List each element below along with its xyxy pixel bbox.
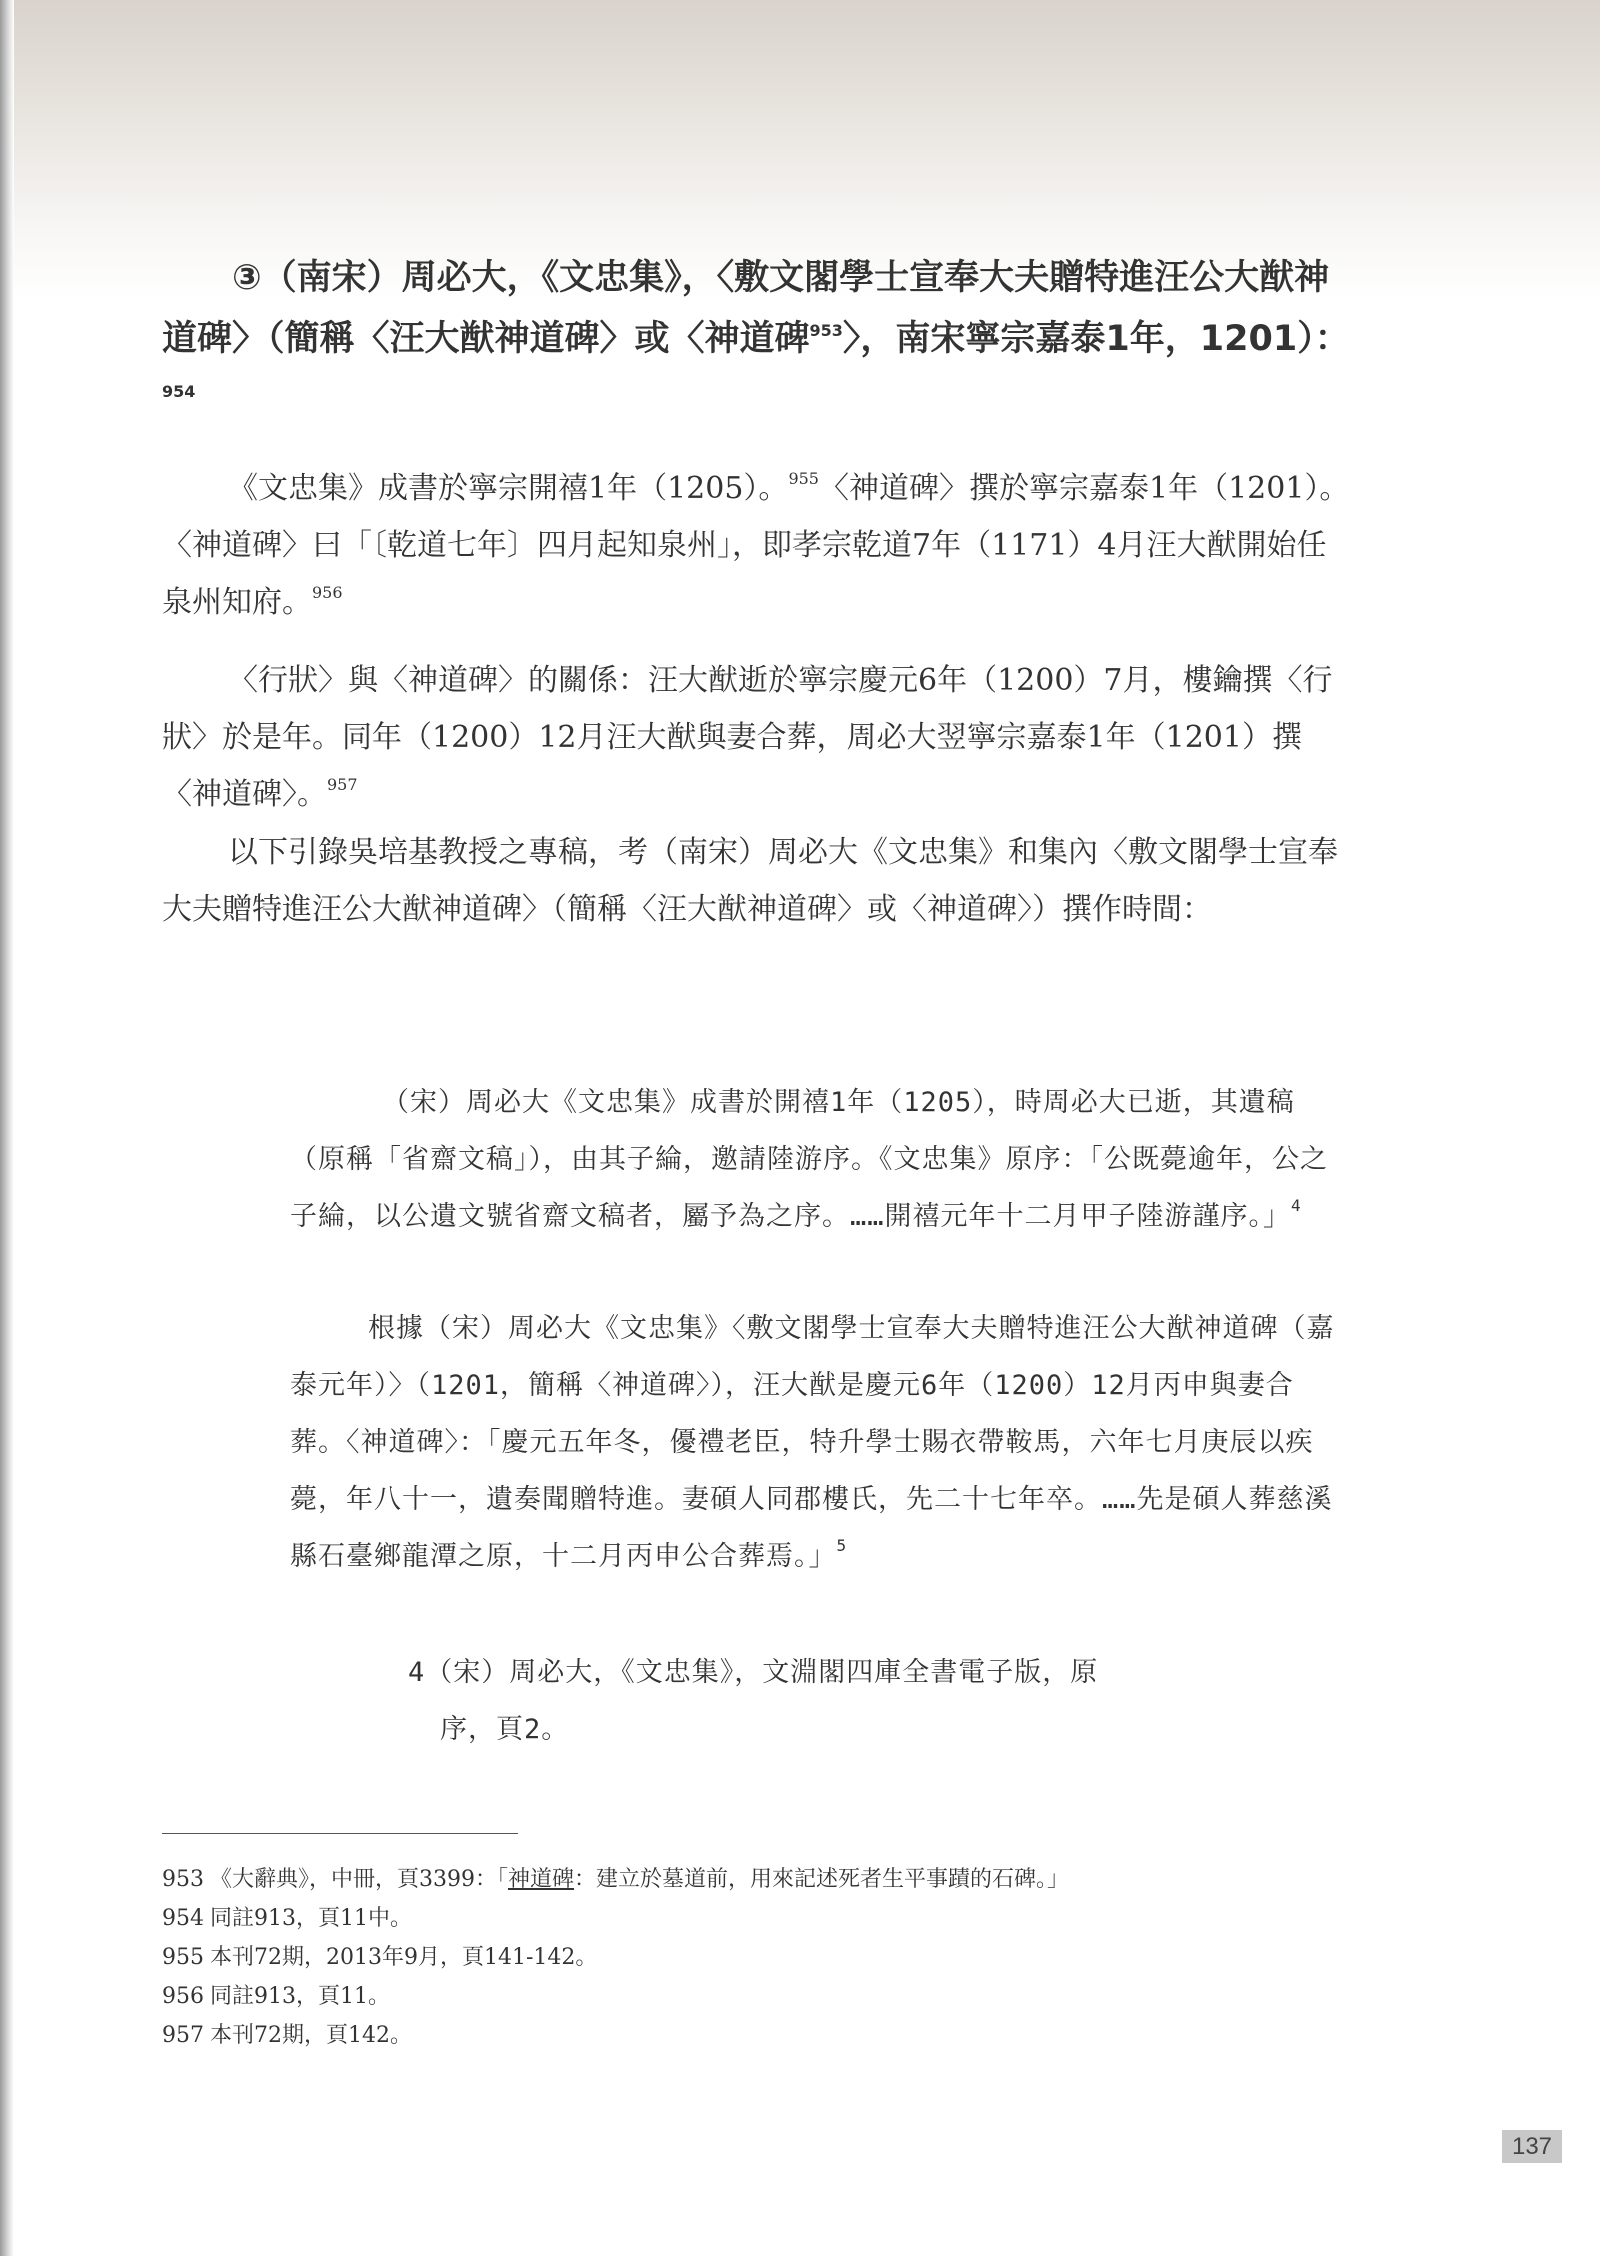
- paragraph-3-text: 以下引錄吳培基教授之專稿，考（南宋）周必大《文忠集》和集內〈敷文閣學士宣奉大夫贈特進汪公大猷神道碑〉（簡稱〈汪大猷神道碑〉或〈神道碑〉）撰作時間：: [162, 835, 1338, 927]
- footnote-957: [162, 2016, 1350, 2055]
- paragraph-1-text-b: 〈神道碑〉撰於寧宗嘉泰1年（1201）。〈神道碑〉曰「〔乾道七年〕四月起知泉州」，即孝宗乾道7年（1171）4月汪大猷開始任泉州知府。: [162, 471, 1350, 620]
- footnote-number: 957: [162, 2023, 204, 2048]
- quote-footnote-ref-5[interactable]: 5: [836, 1536, 848, 1555]
- footnote-ref-957[interactable]: 957: [327, 775, 358, 794]
- footnote-text: 同註913，頁11。: [210, 1984, 390, 2009]
- paragraph-2-text: 〈行狀〉與〈神道碑〉的關係：汪大猷逝於寧宗慶元6年（1200）7月，樓鑰撰〈行狀〉於是年。同年（1200）12月汪大猷與妻合葬，周必大翌寧宗嘉泰1年（1201）撰〈神道碑〉。: [162, 663, 1333, 812]
- footnote-ref-953[interactable]: 953: [809, 321, 843, 340]
- paragraph-1: [162, 460, 1350, 631]
- footnotes: [162, 1860, 1350, 2055]
- footnote-underlined-term: 神道碑: [508, 1867, 575, 1892]
- paragraph-1-text-a: 《文忠集》成書於寧宗開禧1年（1205）。: [228, 471, 789, 506]
- footnote-ref-956[interactable]: 956: [312, 583, 343, 602]
- block-quote-2-text: 根據（宋）周必大《文忠集》〈敷文閣學士宣奉大夫贈特進汪公大猷神道碑（嘉泰元年）〉（1201，簡稱〈神道碑〉），汪大猷是慶元6年（1200）12月丙申與妻合葬。〈神道碑〉：「慶元五年冬，優禮老臣，特升學士賜衣帶鞍馬，六年七月庚辰以疾薨，年八十一，遺奏聞贈特進。妻碩人同郡樓氏，先二十七年卒。……先是碩人葬慈溪縣石臺鄉龍潭之原，十二月丙申公合葬焉。」: [290, 1313, 1335, 1572]
- footnote-number: 956: [162, 1984, 204, 2009]
- page-binding-edge: [0, 0, 14, 2256]
- footnote-number: 953: [162, 1867, 204, 1892]
- block-quote-1-text: （宋）周必大《文忠集》成書於開禧1年（1205），時周必大已逝，其遺稿（原稱「省齋文稿」），由其子綸，邀請陸游序。《文忠集》原序：「公既薨逾年，公之子綸，以公遺文號省齋文稿者，屬予為之序。……開禧元年十二月甲子陸游謹序。」: [290, 1087, 1328, 1232]
- footnote-ref-954[interactable]: 954: [162, 382, 196, 401]
- footnote-text: 同註913，頁11中。: [210, 1906, 412, 1931]
- quote-inner-footnote-line-1: 4（宋）周必大，《文忠集》，文淵閣四庫全書電子版，原: [408, 1657, 1099, 1688]
- footnote-number: 955: [162, 1945, 204, 1970]
- section-heading: [162, 248, 1350, 431]
- footnote-separator: [162, 1833, 518, 1834]
- footnote-ref-955[interactable]: 955: [788, 469, 819, 488]
- footnote-text: 本刊72期，頁142。: [210, 2023, 412, 2048]
- quote-inner-footnote-line-2: 序，頁2。: [440, 1714, 570, 1745]
- heading-text-1: ③（南宋）周必大，《文忠集》，〈敷文閣學士宣奉大夫贈特進汪公大猷神道碑〉（簡稱〈汪大猷神道碑〉或〈神道碑: [162, 258, 1330, 359]
- quote-footnote-ref-4[interactable]: 4: [1291, 1196, 1302, 1215]
- footnote-953: [162, 1860, 1350, 1899]
- quote-inner-footnote: [400, 1644, 1340, 1758]
- footnote-text: 《大辭典》，中冊，頁3399：「: [210, 1867, 508, 1892]
- paragraph-2: [162, 652, 1350, 823]
- block-quote-1: [290, 1074, 1344, 1245]
- footnote-956: [162, 1977, 1350, 2016]
- block-quote-2: [290, 1300, 1344, 1585]
- paragraph-3: [162, 824, 1350, 938]
- footnote-number: 954: [162, 1906, 204, 1931]
- footnote-text-tail: ：建立於墓道前，用來記述死者生平事蹟的石碑。」: [574, 1867, 1070, 1892]
- footnote-954: [162, 1899, 1350, 1938]
- heading-text-2: 〉，南宋寧宗嘉泰1年，1201）：: [842, 319, 1350, 359]
- footnote-955: [162, 1938, 1350, 1977]
- page-number: 137: [1502, 2130, 1562, 2163]
- footnote-text: 本刊72期，2013年9月，頁141-142。: [210, 1945, 598, 1970]
